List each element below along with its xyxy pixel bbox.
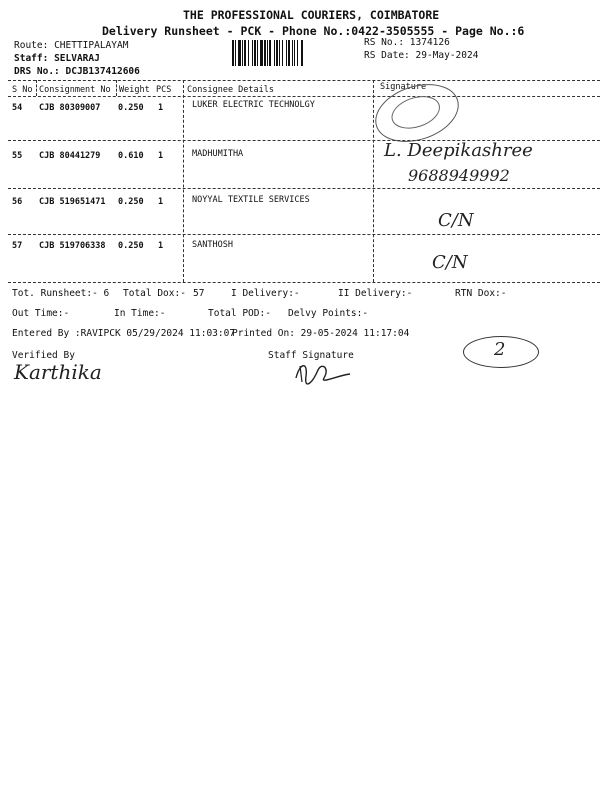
column-separator: [183, 80, 184, 282]
col-header-signature: Signature: [380, 82, 427, 92]
route-value: CHETTIPALAYAM: [54, 40, 129, 51]
col-header-pcs: PCS: [156, 85, 172, 95]
row-consignee: SANTHOSH: [192, 240, 233, 250]
col-header-consignee: Consignee Details: [187, 85, 274, 95]
row-signature: L. Deepikashree: [384, 140, 533, 161]
rs-no-label: RS No.:: [364, 37, 405, 48]
divider: [8, 282, 600, 283]
printed-on: Printed On: 29-05-2024 11:17:04: [232, 328, 410, 339]
column-separator: [36, 80, 37, 96]
verified-signature: Karthika: [14, 360, 102, 384]
rs-date-value: 29-May-2024: [415, 50, 479, 61]
entered-by: Entered By :RAVIPCK 05/29/2024 11:03:07: [12, 328, 236, 339]
row-consignment: CJB 519706338: [39, 241, 106, 251]
verified-by-label: Verified By: [12, 350, 75, 361]
out-time: Out Time:-: [12, 308, 70, 319]
row-signature: C/N: [438, 210, 474, 231]
ii-delivery: II Delivery:-: [338, 288, 413, 299]
staff-line: [14, 53, 100, 64]
route-line: [14, 40, 128, 51]
row-pcs: 1: [158, 151, 164, 161]
drs-value: DCJB137412606: [65, 66, 140, 77]
route-label: Route:: [14, 40, 49, 51]
rs-no-value: 1374126: [409, 37, 450, 48]
row-consignment: CJB 80309007: [39, 103, 101, 113]
row-sno: 55: [12, 151, 23, 161]
circled-number: [463, 336, 539, 368]
drs-label: DRS No.:: [14, 66, 60, 77]
row-sno: 54: [12, 103, 23, 113]
rs-date-line: [364, 50, 478, 61]
row-consignee: MADHUMITHA: [192, 149, 244, 159]
circled-number-text: 2: [494, 339, 506, 360]
in-time: In Time:-: [114, 308, 166, 319]
row-weight: 0.250: [118, 103, 144, 113]
divider: [8, 80, 600, 81]
column-separator: [373, 80, 374, 282]
col-header-consignment: Consignment No: [39, 85, 111, 95]
drs-line: [14, 66, 140, 77]
runsheet-subtitle: Delivery Runsheet - PCK - Phone No.:0422-3505555 - Page No.:6: [102, 24, 525, 38]
i-delivery: I Delivery:-: [231, 288, 300, 299]
rtn-dox: RTN Dox:-: [455, 288, 507, 299]
row-weight: 0.250: [118, 197, 144, 207]
row-sno: 57: [12, 241, 23, 251]
staff-value: SELVARAJ: [54, 53, 100, 64]
total-pod: Total POD:-: [208, 308, 271, 319]
row-pcs: 1: [158, 103, 164, 113]
divider: [8, 188, 600, 189]
rs-no-line: [364, 37, 450, 48]
row-weight: 0.610: [118, 151, 144, 161]
row-signature-phone: 9688949992: [408, 166, 510, 185]
row-signature: C/N: [432, 252, 468, 273]
row-consignment: CJB 519651471: [39, 197, 106, 207]
row-consignee: NOYYAL TEXTILE SERVICES: [192, 195, 310, 205]
row-weight: 0.250: [118, 241, 144, 251]
column-separator: [116, 80, 117, 96]
tot-runsheet: Tot. Runsheet:- 6: [12, 288, 110, 299]
total-dox: Total Dox:-: [123, 288, 186, 299]
divider: [8, 234, 600, 235]
row-pcs: 1: [158, 241, 164, 251]
barcode-image: [232, 40, 356, 68]
staff-signature-scribble: [290, 358, 360, 386]
rs-date-label: RS Date:: [364, 50, 410, 61]
row-sno: 56: [12, 197, 23, 207]
delvy-points: Delvy Points:-: [288, 308, 369, 319]
staff-label: Staff:: [14, 53, 49, 64]
row-consignment: CJB 80441279: [39, 151, 101, 161]
col-header-weight: Weight: [119, 85, 150, 95]
divider: [8, 96, 600, 97]
row-pcs: 1: [158, 197, 164, 207]
total-dox-value: 57: [193, 288, 205, 299]
col-header-sno: S No: [12, 85, 33, 95]
row-consignee: LUKER ELECTRIC TECHNOLGY: [192, 100, 315, 110]
company-name: THE PROFESSIONAL COURIERS, COIMBATORE: [183, 8, 440, 22]
staff-signature-label: Staff Signature: [268, 350, 354, 361]
